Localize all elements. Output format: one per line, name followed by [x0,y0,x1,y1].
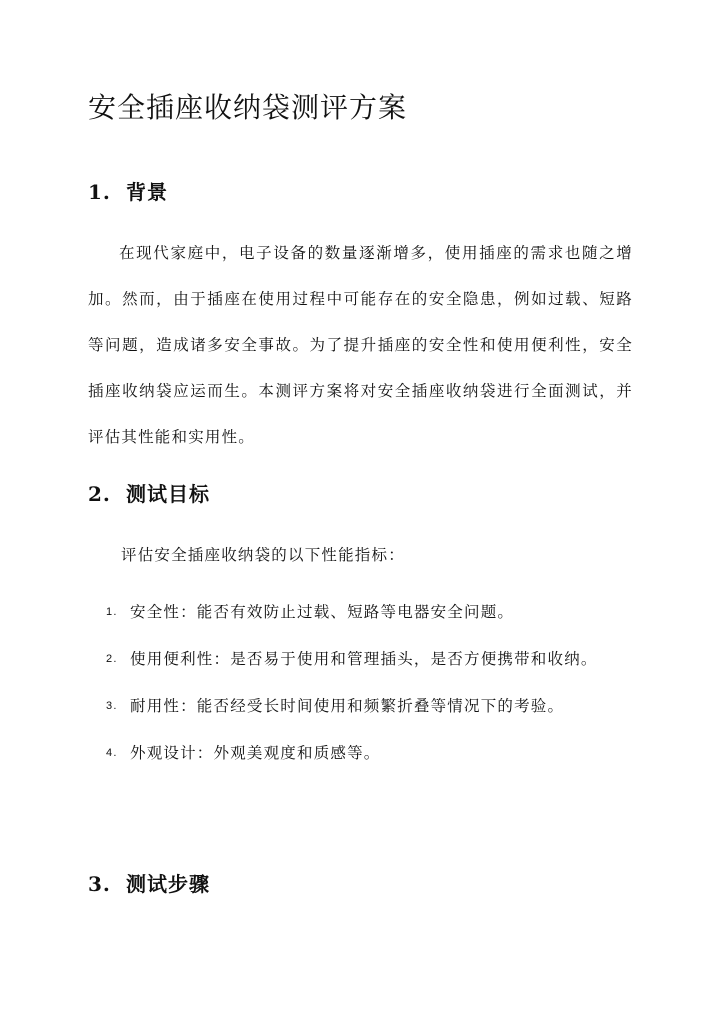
background-paragraph: 在现代家庭中，电子设备的数量逐渐增多，使用插座的需求也随之增加。然而，由于插座在使用过程中可能存在的安全隐患，例如过载、短路等问题，造成诸多安全事故。为了提升插座的安全性和使用便利性，安全插座收纳袋应运而生。本测评方案将对安全插座收纳袋进行全面测试，并评估其性能和实用性。 [88,244,633,446]
section-number: 1. [88,180,111,204]
section-heading-test-steps [88,868,210,897]
list-item-number: 1. [106,606,118,618]
test-goals-intro: 评估安全插座收纳袋的以下性能指标： [121,546,405,564]
list-item-text: 安全性：能否有效防止过载、短路等电器安全问题。 [130,603,515,621]
section-number: 2. [88,482,111,506]
list-item [106,730,636,777]
list-item [106,589,636,636]
document-title: 安全插座收纳袋测评方案 [88,91,408,124]
list-item-text: 耐用性：能否经受长时间使用和频繁折叠等情况下的考验。 [130,697,565,715]
list-item-number: 4. [106,747,118,759]
list-item [106,683,636,730]
section-title: 测试目标 [126,482,210,506]
list-item-text: 外观设计：外观美观度和质感等。 [130,744,381,762]
section-title: 背景 [126,180,168,204]
list-item-number: 2. [106,653,118,665]
section-title: 测试步骤 [126,872,210,896]
list-item-text: 使用便利性：是否易于使用和管理插头，是否方便携带和收纳。 [130,650,598,668]
performance-indicator-list [106,589,636,777]
section-number: 3. [88,872,111,896]
section-heading-background [88,176,168,205]
list-item [106,636,636,683]
list-item-number: 3. [106,700,118,712]
section-heading-test-goals [88,478,210,507]
